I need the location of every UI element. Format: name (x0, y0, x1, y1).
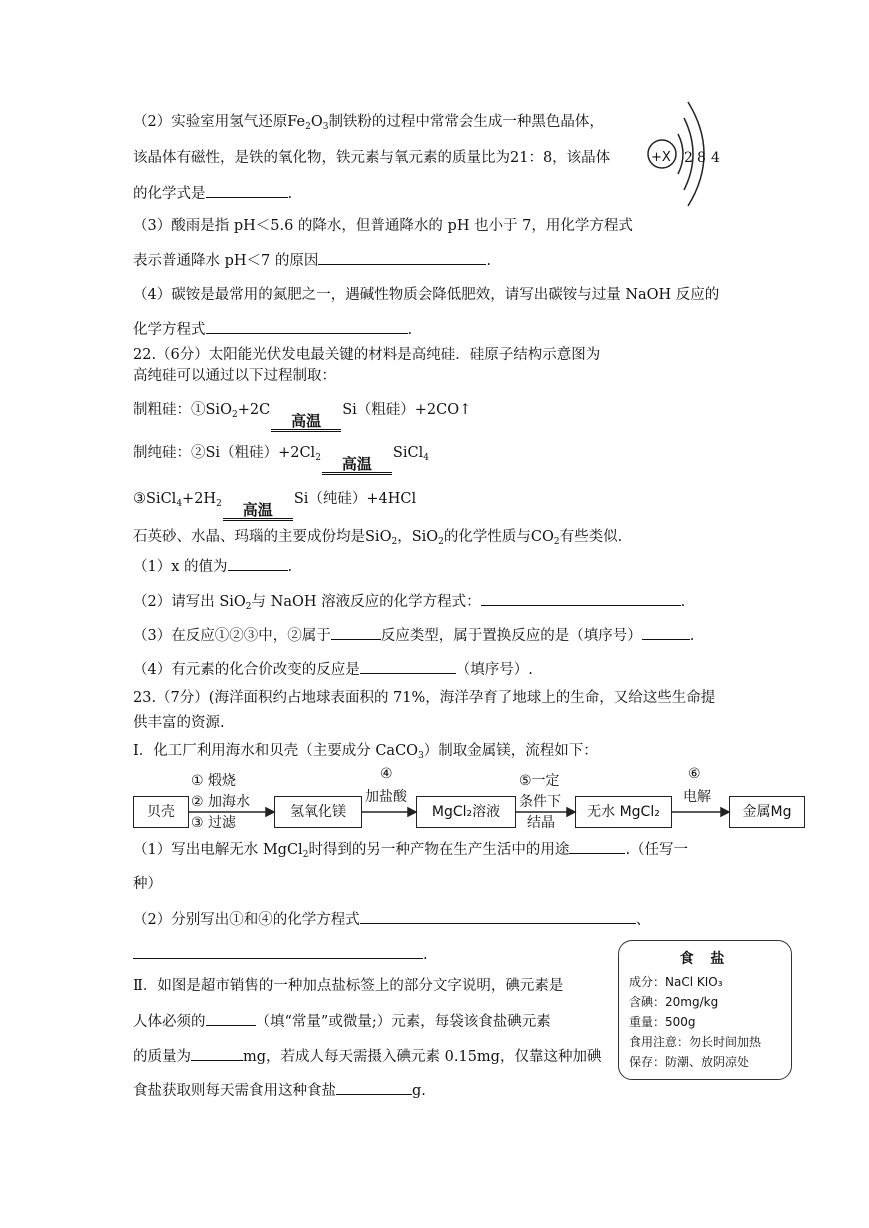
atom-shell-1: 2 (684, 150, 693, 166)
answer-blank[interactable] (336, 1080, 412, 1095)
reaction-3: $③SiCl_4+2H_2$ 高温 Si（纯硅）+4HCl (133, 491, 417, 519)
q23-sub1-cont: 种） (133, 876, 162, 892)
flow-step-1: ① 煅烧 (191, 773, 237, 789)
q22-heading: 22.（6分）太阳能光伏发电最关键的材料是高纯硅．硅原子结构示意图为 (133, 347, 601, 363)
answer-blank[interactable] (360, 909, 636, 924)
answer-blank[interactable] (569, 839, 625, 854)
salt-label (618, 940, 792, 1080)
flow-step-6-num: ⑥ (688, 766, 701, 782)
q22-sub2: （2）请写出 SiO$_2$与 NaOH 溶液反应的化学方程式： . (133, 591, 685, 617)
q23-part2-line3: 的质量为 mg，若成人每天需摄入碘元素 0.15mg，仅靠这种加碘 (133, 1046, 601, 1067)
flow-step-4-num: ④ (380, 766, 393, 782)
answer-blank[interactable] (191, 1046, 243, 1061)
q23-heading: 23.（7分）(海洋面积约占地球表面积的 71%，海洋孕育了地球上的生命，又给这些生命提 (133, 690, 716, 706)
q22-sub4: （4）有元素的化合价改变的反应是 （填序号）. (133, 659, 533, 680)
q23-heading-2: 供丰富的资源. (133, 715, 225, 731)
q22-line2: 高纯硅可以通过以下过程制取： (133, 368, 336, 384)
q22-note: 石英砂、水晶、玛瑙的主要成份均是SiO$_2$，SiO$_2$的化学性质与$CO_2$有些类似. (133, 529, 623, 547)
salt-label-row: 含碘：20mg/kg (629, 995, 719, 1009)
q21-part4-line2: 化学方程式 . (133, 319, 412, 340)
salt-label-row: 食用注意：勿长时间加热 (629, 1035, 762, 1049)
flow-box-mgcl2-solution: MgCl₂溶液 (416, 796, 516, 828)
q21-part2-line2: 该晶体有磁性，是铁的氧化物，铁元素与氧元素的质量比为21：8，该晶体 (133, 150, 611, 166)
q23-part2-line4: 食盐获取则每天需食用这种食盐 g. (133, 1080, 426, 1101)
q23-sub2: （2）分别写出①和④的化学方程式 、 (133, 909, 650, 930)
atom-shell-2: 8 (697, 150, 706, 166)
q23-part2-line2: 人体必须的 （填“常量”或微量;）元素，每袋该食盐碘元素 (133, 1011, 551, 1032)
q21-part3-line1: （3）酸雨是指 pH＜5.6 的降水，但普通降水的 pH 也小于 7，用化学方程式 (133, 218, 633, 234)
q22-sub3: （3）在反应①②③中，②属于 反应类型，属于置换反应的是（填序号） . (133, 625, 694, 646)
flow-step-5-c: 结晶 (527, 815, 555, 831)
q22-sub1: （1）x 的值为 . (133, 556, 292, 577)
answer-blank[interactable] (133, 944, 423, 959)
salt-label-row: 保存：防潮、放阴凉处 (629, 1055, 750, 1069)
flow-box-anhydrous-mgcl2: 无水 MgCl₂ (575, 796, 672, 828)
reaction-2: 制纯硅：②Si（粗硅）$+2Cl_2$ 高温 SiCl$_4$ (133, 445, 429, 473)
flow-step-3: ③ 过滤 (191, 815, 237, 831)
flow-box-mg-hydroxide: 氢氧化镁 (274, 796, 362, 828)
atom-nucleus: +X (651, 150, 671, 165)
atom-shell-3: 4 (711, 150, 720, 166)
q21-part3-line2: 表示普通降水 pH＜7 的原因 . (133, 250, 491, 271)
answer-blank[interactable] (206, 1011, 256, 1026)
q23-sub2-cont: . (133, 944, 428, 965)
salt-label-row: 重量：500g (629, 1015, 696, 1029)
q21-part2-line1: （2）实验室用氢气还原$Fe_2O_3$制铁粉的过程中常常会生成一种黑色晶体， (133, 114, 604, 132)
q23-part1: Ⅰ．化工厂利用海水和贝壳（主要成分 CaCO$_3$）制取金属镁，流程如下： (133, 743, 598, 761)
flow-step-5-a: ⑤一定 (519, 773, 560, 789)
q23-part2-line1: Ⅱ．如图是超市销售的一种加点盐标签上的部分文字说明，碘元素是 (133, 978, 564, 994)
flow-box-metal-mg: 金属Mg (729, 796, 805, 828)
flow-step-6-label: 电解 (683, 789, 711, 805)
salt-label-title: 食 盐 (679, 951, 731, 967)
flow-box-shell: 贝壳 (133, 796, 189, 828)
salt-label-row: 成分：NaCl KIO₃ (629, 975, 723, 989)
flow-step-2: ② 加海水 (191, 794, 251, 810)
reaction-1: 制粗硅：①SiO$_2$+2C 高温 Si（粗硅）+2CO↑ (133, 402, 472, 430)
q21-part2-line3: 的化学式是 . (133, 183, 292, 204)
flow-step-5-b: 条件下 (519, 794, 561, 810)
q21-part4-line1: （4）碳铵是最常用的氮肥之一，遇碱性物质会降低肥效，请写出碳铵与过量 NaOH 反应的 (133, 287, 720, 303)
flow-step-4-label: 加盐酸 (365, 789, 407, 805)
q23-sub1: （1）写出电解无水 MgCl$_2$时得到的另一种产物在生产生活中的用途 .（任写一 (133, 839, 688, 865)
